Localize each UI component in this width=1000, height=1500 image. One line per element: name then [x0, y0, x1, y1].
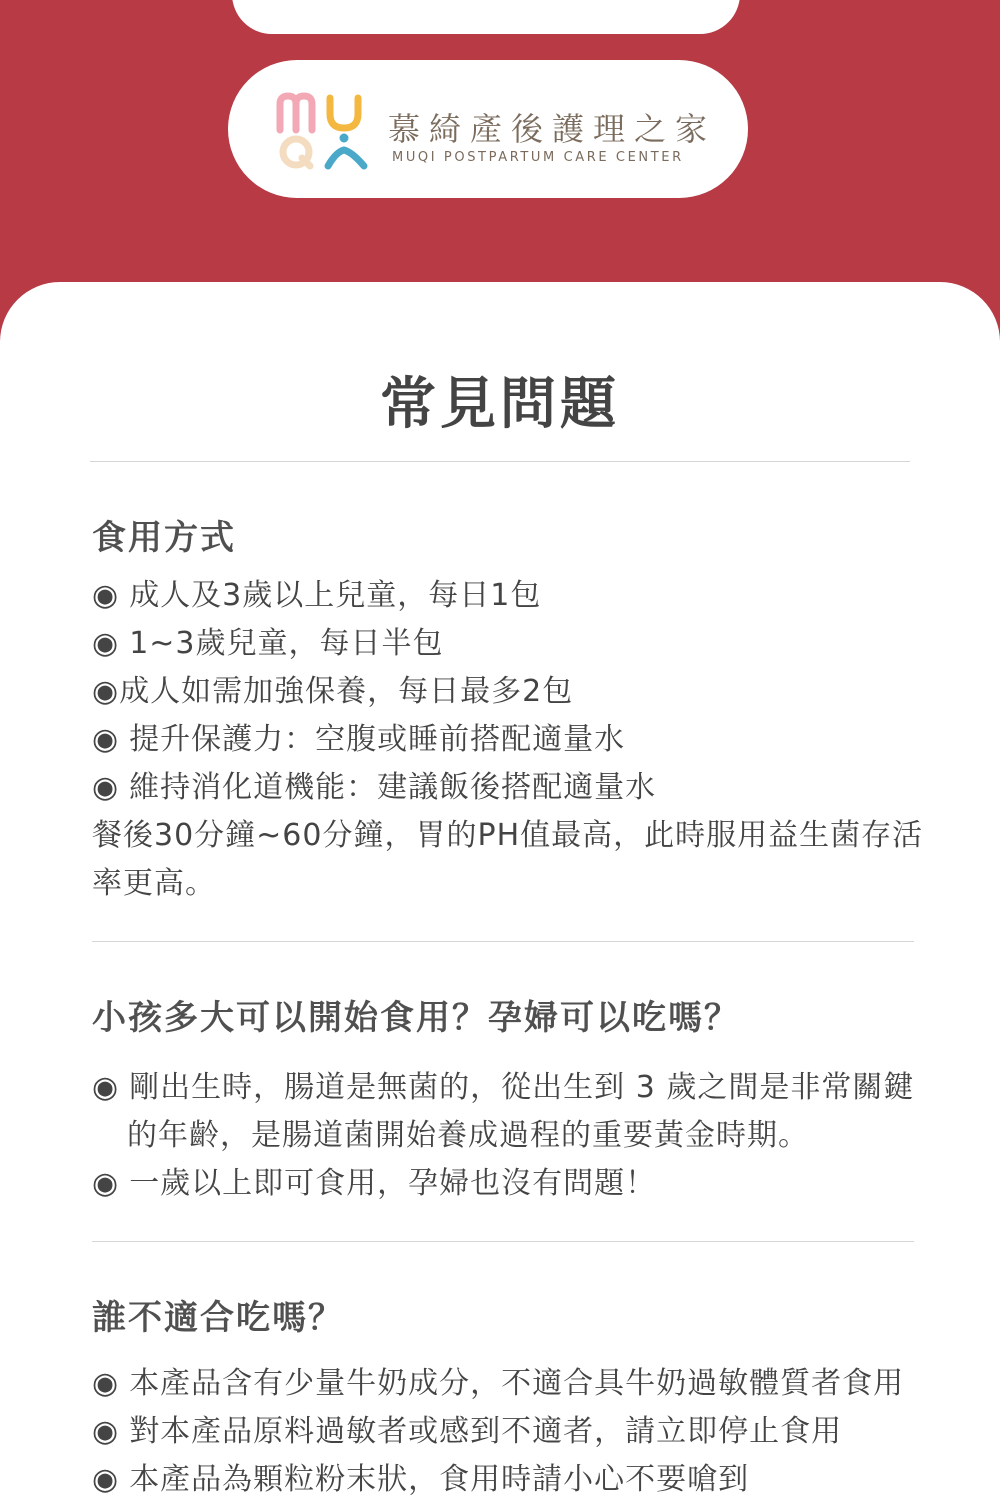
- page-title: 常見問題: [380, 372, 620, 437]
- list-item: ◉ 提升保護力：空腹或睡前搭配適量水: [92, 722, 626, 757]
- bullet-icon: ◉: [92, 1366, 120, 1401]
- list-item: ◉ 剛出生時，腸道是無菌的，從出生到 3 歲之間是非常關鍵: [92, 1070, 915, 1105]
- list-item-continuation: 的年齡，是腸道菌開始養成過程的重要黃金時期。: [127, 1118, 809, 1153]
- list-item: ◉ 本產品含有少量牛奶成分，不適合具牛奶過敏體質者食用: [92, 1366, 905, 1401]
- section-divider: [92, 1241, 914, 1242]
- bullet-icon: ◉: [92, 1070, 120, 1105]
- bullet-icon: ◉: [92, 626, 120, 661]
- list-item: ◉ 成人及3歲以上兒童，每日1包: [92, 578, 542, 613]
- muqi-logo-icon: [276, 90, 372, 174]
- top-pill: [232, 0, 740, 34]
- bullet-icon: ◉: [92, 722, 120, 757]
- logo-chinese-name: 慕綺產後護理之家: [388, 110, 717, 148]
- title-divider: [90, 461, 910, 462]
- section-title-unsuitable: 誰不適合吃嗎？: [92, 1298, 344, 1338]
- list-item: ◉ 1~3歲兒童，每日半包: [92, 626, 444, 661]
- list-item: ◉ 本產品為顆粒粉末狀，食用時請小心不要嗆到: [92, 1462, 750, 1497]
- faq-content: [0, 282, 1000, 1500]
- usage-note-line: 率更高。: [92, 866, 216, 901]
- bullet-icon: ◉: [92, 1462, 120, 1497]
- bullet-icon: ◉: [92, 578, 120, 613]
- section-title-age: 小孩多大可以開始食用？孕婦可以吃嗎？: [92, 998, 740, 1038]
- list-item: ◉ 對本產品原料過敏者或感到不適者，請立即停止食用: [92, 1414, 843, 1449]
- list-item: ◉成人如需加強保養，每日最多2包: [92, 674, 574, 709]
- logo-letter-m: [280, 96, 312, 130]
- list-item: ◉ 維持消化道機能：建議飯後搭配適量水: [92, 770, 657, 805]
- bullet-icon: ◉: [92, 1414, 120, 1449]
- logo-letter-i: [328, 134, 364, 167]
- logo-letter-u: [330, 98, 358, 128]
- section-divider: [92, 941, 914, 942]
- logo-english-name: MUQI POSTPARTUM CARE CENTER: [392, 150, 684, 165]
- logo-badge: [228, 60, 748, 198]
- usage-note-line: 餐後30分鐘~60分鐘，胃的PH值最高，此時服用益生菌存活: [92, 818, 924, 853]
- section-title-usage: 食用方式: [92, 518, 236, 558]
- bullet-icon: ◉: [92, 674, 120, 709]
- list-item: ◉ 一歲以上即可食用，孕婦也沒有問題！: [92, 1166, 657, 1201]
- bullet-icon: ◉: [92, 770, 120, 805]
- bullet-icon: ◉: [92, 1166, 120, 1201]
- logo-letter-q: [283, 139, 310, 166]
